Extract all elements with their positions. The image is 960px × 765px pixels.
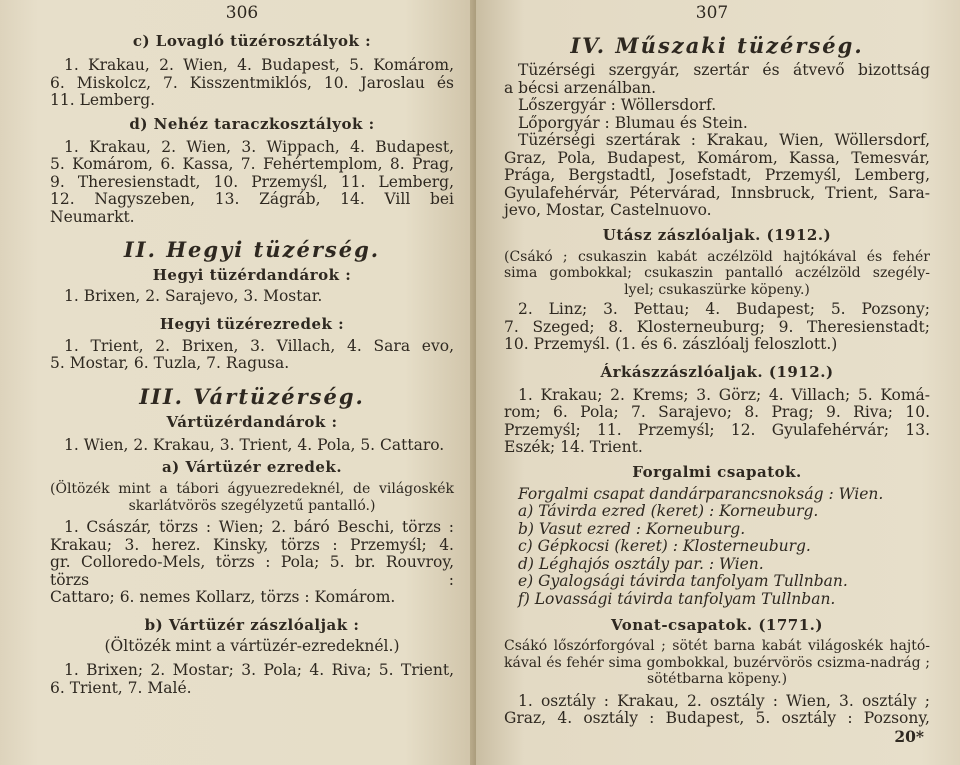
right-text-line: Gyulafehérvár, Pétervárad, Innsbruck, Trient, Sara- [504, 183, 930, 202]
right-text-line: Graz, Pola, Budapest, Komárom, Kassa, Temesvár, [504, 148, 930, 167]
left-text-line: d) Nehéz taraczkosztályok : [129, 114, 375, 133]
right-text-line: 2. Linz; 3. Pettau; 4. Budapest; 5. Pozsony; [518, 300, 930, 318]
right-text-line: IV. Műszaki tüzérség. [570, 33, 864, 58]
left-text-line: (Öltözék mint a tábori ágyuezredeknél, de világoskék [50, 481, 454, 497]
right-text-line: a) Távirda ezred (keret) : Korneuburg. [518, 502, 819, 520]
right-text-line: Csákó lőszórforgóval ; sötét barna kabát világoskék hajtó- [504, 638, 930, 654]
right-text-line: 1. osztály : Krakau, 2. osztály : Wien, 3. osztály ; [518, 691, 930, 710]
right-text-line: Vonat-csapatok. (1771.) [611, 616, 823, 634]
right-text-line: 10. Przemyśl. (1. és 6. zászlóalj feloszlott.) [504, 335, 838, 353]
right-text-line: sötétbarna köpeny.) [646, 671, 788, 687]
left-text-line: skarlátvörös szegélyzetű pantalló.) [128, 497, 376, 514]
left-text-line: Hegyi tüzérdandárok : [152, 266, 352, 284]
left-text-line: Hegyi tüzérezredek : [159, 314, 345, 333]
left-text-line: 1. Krakau, 2. Wien, 4. Budapest, 5. Komárom, [64, 56, 454, 74]
right-text-line: c) Gépkocsi (keret) : Klosterneuburg. [518, 537, 811, 555]
left-text-line: Krakau; 3. herez. Kinsky, törzs : Przemyśl; 4. [50, 535, 454, 554]
left-page-text [50, 32, 454, 697]
left-page [0, 0, 476, 765]
left-text-line: Cattaro; 6. nemes Kollarz, törzs : Komárom. [50, 588, 396, 606]
right-text-line: kával és fehér sima gombokkal, buzérvörös csizma-nadrág ; [504, 654, 930, 671]
left-text-line: 1. Brixen; 2. Mostar; 3. Pola; 4. Riva; 5. Trient, [64, 661, 454, 679]
left-text-line: II. Hegyi tüzérség. [123, 237, 381, 262]
right-text-line: d) Léghajós osztály par. : Wien. [518, 554, 764, 573]
left-text-line: 5. Mostar, 6. Tuzla, 7. Ragusa. [50, 354, 290, 372]
left-text-line: 6. Miskolcz, 7. Kisszentmiklós, 10. Jaroslau és [50, 73, 454, 92]
right-page-text [504, 32, 930, 728]
right-text-line: Lőporgyár : Blumau és Stein. [518, 113, 748, 132]
right-text-line: Utász zászlóaljak. (1912.) [602, 225, 832, 244]
right-text-line: (Csákó ; csukaszin kabát aczélzöld hajtókával és fehér [504, 248, 930, 265]
left-text-line: b) Vártüzér zászlóaljak : [144, 615, 360, 634]
right-text-line: Árkászzászlóaljak. (1912.) [600, 362, 834, 381]
signature-mark: 20* [894, 726, 924, 746]
right-text-line: Eszék; 14. Trient. [504, 438, 643, 456]
left-text-line: 1. Wien, 2. Krakau, 3. Trient, 4. Pola, 5. Cattaro. [64, 435, 445, 454]
right-text-line: a bécsi arzenálban. [504, 78, 657, 97]
left-text-line: Vártüzérdandárok : [166, 412, 338, 431]
left-text-line: (Öltözék mint a vártüzér-ezredeknél.) [104, 636, 400, 655]
left-text-line: 9. Theresienstadt, 10. Przemyśl, 11. Lemberg, [50, 172, 454, 191]
right-text-line: Prága, Bergstadtl, Josefstadt, Przemyśl, Lemberg, [504, 166, 930, 184]
right-text-line: 1. Krakau; 2. Krems; 3. Görz; 4. Villach; 5. Komá- [518, 385, 930, 404]
right-text-line: e) Gyalogsági távirda tanfolyam Tullnban. [518, 572, 848, 590]
right-text-line: 7. Szeged; 8. Klosterneuburg; 9. Theresienstadt; [504, 317, 930, 336]
right-text-line: lyel; csukaszürke köpeny.) [624, 281, 810, 298]
right-page-number: 307 [695, 3, 729, 23]
right-text-line: Forgalmi csapatok. [632, 462, 802, 481]
right-text-line: sima gombokkal; csukaszin pantalló aczélzöld szegély- [504, 265, 930, 281]
right-page [476, 0, 960, 765]
left-text-line: 12. Nagyszeben, 13. Zágráb, 14. Vill bei Neumarkt. [50, 190, 454, 226]
left-text-line: 11. Lemberg. [50, 91, 156, 109]
right-text-line: Tüzérségi szergyár, szertár és átvevő bizottság [518, 61, 930, 79]
left-text-line: 1. Trient, 2. Brixen, 3. Villach, 4. Sara evo, [64, 336, 454, 355]
left-text-line: 1. Brixen, 2. Sarajevo, 3. Mostar. [64, 287, 323, 305]
right-text-line: jevo, Mostar, Castelnuovo. [504, 201, 712, 219]
right-text-line: Graz, 4. osztály : Budapest, 5. osztály : Pozsony, [504, 709, 930, 727]
left-text-line: 6. Trient, 7. Malé. [50, 678, 192, 697]
left-text-line: III. Vártüzérség. [139, 383, 365, 409]
right-text-line: f) Lovassági távirda tanfolyam Tullnban. [518, 589, 836, 608]
left-text-line: c) Lovagló tüzérosztályok : [132, 32, 372, 50]
left-text-line: 1. Krakau, 2. Wien, 3. Wippach, 4. Budapest, [64, 137, 454, 156]
left-page-number: 306 [225, 3, 259, 23]
right-text-line: Tüzérségi szertárak : Krakau, Wien, Wöllersdorf, [518, 131, 930, 149]
right-text-line: Lőszergyár : Wöllersdorf. [518, 96, 717, 114]
left-text-line: a) Vártüzér ezredek. [161, 458, 343, 476]
left-text-line: 5. Komárom, 6. Kassa, 7. Fehértemplom, 8. Prag, [50, 155, 454, 173]
right-text-line: Forgalmi csapat dandárparancsnokság : Wien. [518, 484, 884, 503]
right-text-line: rom; 6. Pola; 7. Sarajevo; 8. Prag; 9. Riva; 10. [504, 403, 930, 421]
left-text-line: 1. Császár, törzs : Wien; 2. báró Beschi, törzs : [64, 518, 454, 536]
right-text-line: b) Vasut ezred : Korneuburg. [518, 519, 746, 538]
left-text-line: gr. Colloredo-Mels, törzs : Pola; 5. br. Rouvroy, törzs : [50, 553, 454, 589]
right-text-line: Przemyśl; 11. Przemyśl; 12. Gyulafehérvár; 13. [504, 420, 930, 439]
